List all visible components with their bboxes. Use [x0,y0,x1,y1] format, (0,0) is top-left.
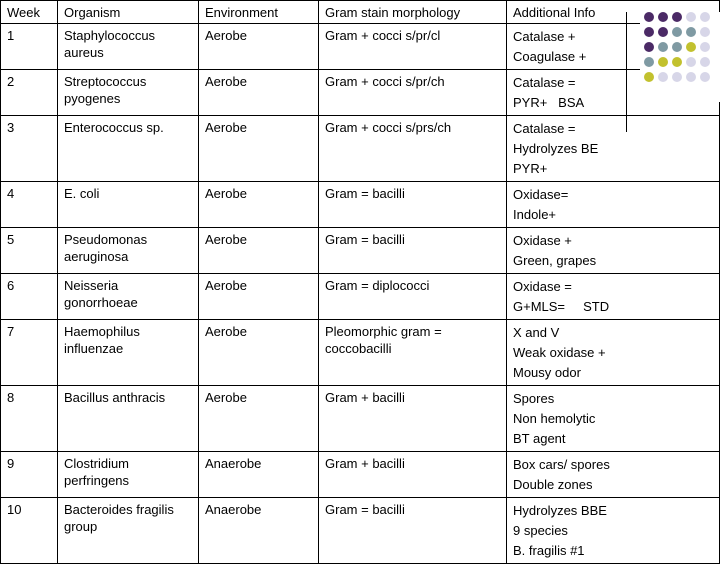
info-line: Catalase = [513,121,576,136]
cell-organism: Neisseria gonorrhoeae [58,274,199,320]
cell-environment: Aerobe [199,320,319,386]
decorative-dot [700,72,710,82]
header-additional-info: Additional Info [507,1,720,24]
cell-gram-stain: Gram + cocci s/pr/ch [319,70,507,116]
info-line: Double zones [513,477,593,492]
decorative-dot [658,42,668,52]
table-row [1,70,720,116]
cell-week: 7 [1,320,58,386]
info-line: Oxidase = [513,279,572,294]
cell-organism: Streptococcus pyogenes [58,70,199,116]
decorative-dot [672,72,682,82]
cell-organism: Haemophilus influenzae [58,320,199,386]
cell-week: 9 [1,452,58,498]
cell-organism: Bacteroides fragilis group [58,498,199,564]
cell-additional-info [507,228,720,274]
decorative-dot [644,12,654,22]
cell-week: 10 [1,498,58,564]
cell-additional-info [507,452,720,498]
cell-additional-info [507,182,720,228]
decorative-dot [700,27,710,37]
info-line: Spores [513,391,555,406]
table-row [1,182,720,228]
table-row [1,386,720,452]
decorative-dot [644,57,654,67]
divider-line [626,12,627,132]
decorative-dot [658,72,668,82]
info-line: Green, grapes [513,253,597,268]
cell-organism: E. coli [58,182,199,228]
cell-environment: Aerobe [199,70,319,116]
decorative-dot [658,57,668,67]
cell-week: 1 [1,24,58,70]
table-row [1,452,720,498]
cell-environment: Anaerobe [199,452,319,498]
info-line: Mousy odor [513,365,581,380]
cell-week: 5 [1,228,58,274]
cell-additional-info [507,274,720,320]
cell-environment: Anaerobe [199,498,319,564]
decorative-dot [686,12,696,22]
info-line: G+MLS= STD [513,299,610,314]
cell-organism: Pseudomonas aeruginosa [58,228,199,274]
decorative-dot [700,12,710,22]
cell-organism: Staphylococcus aureus [58,24,199,70]
cell-gram-stain: Gram = bacilli [319,182,507,228]
decorative-dot [686,42,696,52]
table-row [1,228,720,274]
header-week: Week [1,1,58,24]
cell-week: 8 [1,386,58,452]
cell-gram-stain: Gram + bacilli [319,386,507,452]
header-environment: Environment [199,1,319,24]
cell-environment: Aerobe [199,182,319,228]
cell-gram-stain: Gram + cocci s/prs/ch [319,116,507,182]
header-organism: Organism [58,1,199,24]
decorative-dot [644,42,654,52]
info-line: Non hemolytic [513,411,596,426]
decorative-dot-grid [640,12,720,102]
info-line: Hydrolyzes BE [513,141,599,156]
info-line: Catalase = [513,75,576,90]
decorative-dot [686,72,696,82]
info-line: Indole+ [513,207,557,222]
cell-gram-stain: Gram + cocci s/pr/cl [319,24,507,70]
cell-environment: Aerobe [199,228,319,274]
decorative-dot [686,57,696,67]
info-line: Oxidase + [513,233,572,248]
info-line: 9 species [513,523,568,538]
cell-environment: Aerobe [199,116,319,182]
header-gram-stain: Gram stain morphology [319,1,507,24]
table-header-row [1,1,720,24]
info-line: Catalase + [513,29,576,44]
cell-additional-info [507,386,720,452]
info-line: Weak oxidase + [513,345,606,360]
cell-organism: Bacillus anthracis [58,386,199,452]
info-line: B. fragilis #1 [513,543,585,558]
cell-gram-stain: Gram = bacilli [319,228,507,274]
decorative-dot [672,12,682,22]
table-row [1,320,720,386]
cell-week: 4 [1,182,58,228]
table-row [1,24,720,70]
cell-additional-info [507,320,720,386]
info-line: X and V [513,325,560,340]
cell-gram-stain: Pleomorphic gram = coccobacilli [319,320,507,386]
decorative-dot [686,27,696,37]
decorative-dot [644,72,654,82]
cell-gram-stain: Gram = bacilli [319,498,507,564]
cell-organism: Clostridium perfringens [58,452,199,498]
decorative-dot [672,57,682,67]
info-line: PYR+ BSA [513,95,585,110]
info-line: Coagulase + [513,49,587,64]
cell-week: 3 [1,116,58,182]
cell-week: 6 [1,274,58,320]
decorative-dot [700,57,710,67]
decorative-dot [658,12,668,22]
decorative-dot [672,42,682,52]
info-line: Box cars/ spores [513,457,610,472]
cell-additional-info [507,498,720,564]
decorative-dot [658,27,668,37]
table-row [1,498,720,564]
table-row [1,274,720,320]
info-line: BT agent [513,431,566,446]
cell-environment: Aerobe [199,386,319,452]
cell-additional-info [507,116,720,182]
info-line: PYR+ [513,161,548,176]
cell-environment: Aerobe [199,24,319,70]
table-row [1,116,720,182]
decorative-dot [672,27,682,37]
info-line: Hydrolyzes BBE [513,503,607,518]
cell-gram-stain: Gram + bacilli [319,452,507,498]
decorative-dot [644,27,654,37]
cell-environment: Aerobe [199,274,319,320]
decorative-dot [700,42,710,52]
cell-organism: Enterococcus sp. [58,116,199,182]
cell-gram-stain: Gram = diplococci [319,274,507,320]
info-line: Oxidase= [513,187,569,202]
cell-week: 2 [1,70,58,116]
